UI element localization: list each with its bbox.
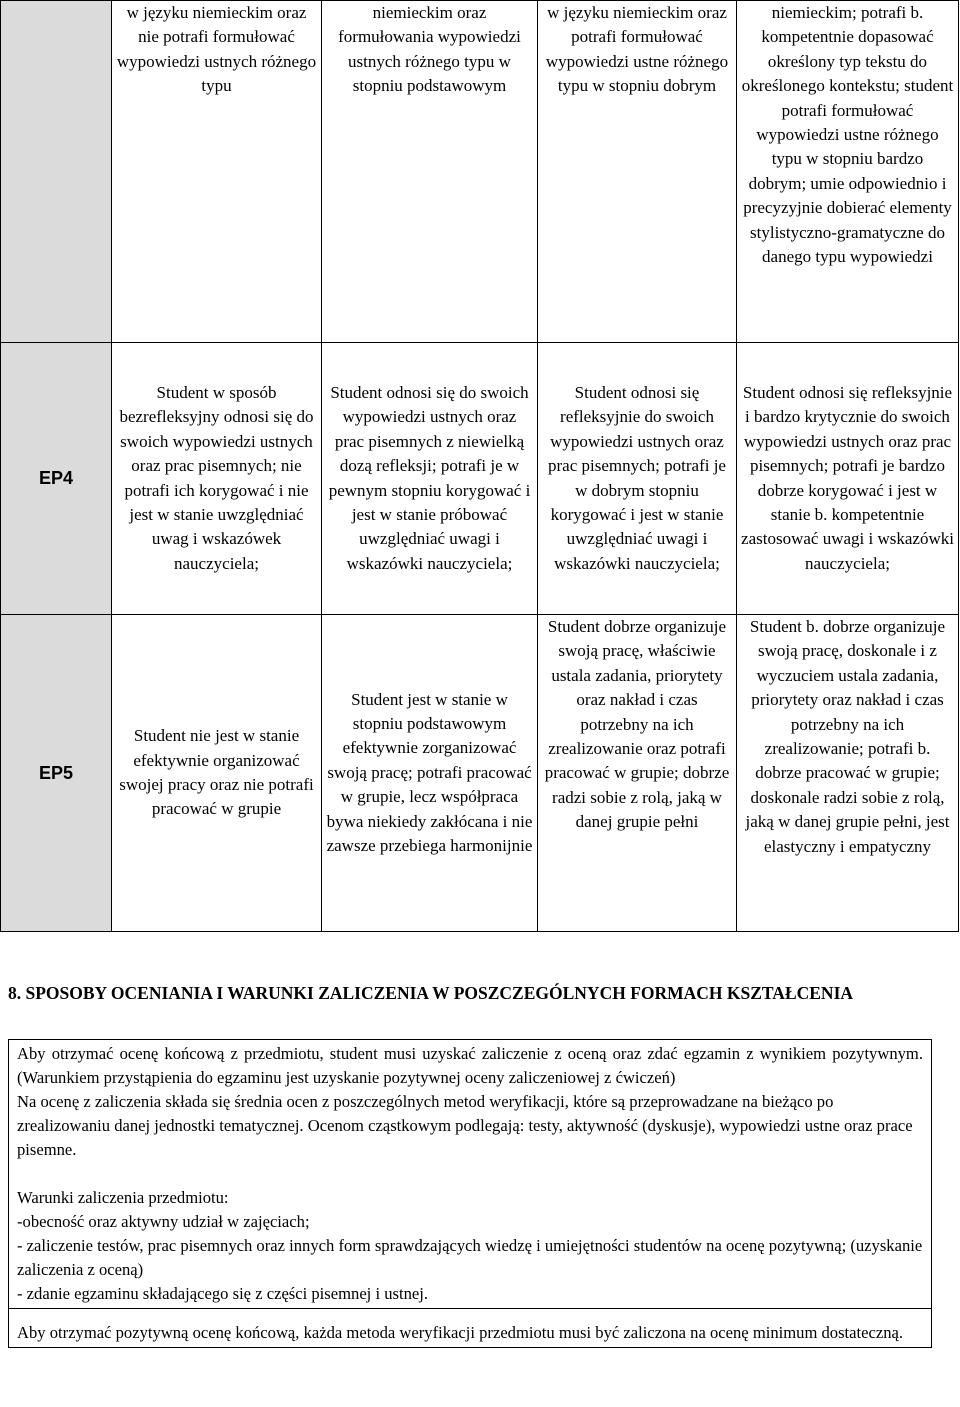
condition-item: - zdanie egzaminu składającego się z części pisemnej i ustnej. bbox=[17, 1284, 428, 1303]
table-row bbox=[1, 343, 959, 615]
condition-item: -obecność oraz aktywny udział w zajęciach; bbox=[17, 1212, 310, 1231]
final-requirement-box bbox=[8, 1309, 932, 1348]
criterion-cell-grade-4: Student dobrze organizuje swoją pracę, właściwie ustala zadania, priorytety oraz nakład i czas potrzebny na ich zrealizowanie oraz potrafi pracować w grupie; dobrze radzi sobie z rolą, jaką w danej grupie pełni bbox=[538, 615, 737, 932]
conditions-title: Warunki zaliczenia przedmiotu: bbox=[17, 1188, 229, 1207]
criterion-cell-grade-2: Student nie jest w stanie efektywnie organizować swojej pracy oraz nie potrafi pracować w grupie bbox=[112, 615, 322, 932]
assessment-section bbox=[8, 1039, 932, 1348]
criterion-cell-grade-5: Student odnosi się refleksyjnie i bardzo krytycznie do swoich wypowiedzi ustnych oraz prac pisemnych; potrafi je bardzo dobrze korygować i jest w stanie b. kompetentnie zastosować uwagi i wskazówki nauczyciela; bbox=[737, 343, 959, 615]
criterion-cell-grade-3: Student jest w stanie w stopniu podstawowym efektywnie zorganizować swoją pracę; potrafi pracować w grupie, lecz współpraca bywa niekiedy zakłócana i nie zawsze przebiega harmonijnie bbox=[322, 615, 538, 932]
spacer bbox=[17, 1162, 923, 1186]
effect-code: EP4 bbox=[1, 343, 112, 615]
condition-item: - zaliczenie testów, prac pisemnych oraz innych form sprawdzających wiedzę i umiejętności studentów na ocenę pozytywną; (uzyskanie zaliczenia z oceną) bbox=[17, 1236, 923, 1279]
criterion-cell-grade-4: Student odnosi się refleksyjnie do swoich wypowiedzi ustnych oraz prac pisemnych; potrafi je w dobrym stopniu korygować i jest w stanie uwzględniać uwagi i wskazówki nauczyciela; bbox=[538, 343, 737, 615]
table-row bbox=[1, 1, 959, 343]
effect-code bbox=[1, 1, 112, 343]
assessment-box bbox=[8, 1039, 932, 1309]
section-heading: 8. SPOSOBY OCENIANIA I WARUNKI ZALICZENIA W POSZCZEGÓLNYCH FORMACH KSZTAŁCENIA bbox=[8, 983, 854, 1003]
criterion-cell-grade-3: niemieckim oraz formułowania wypowiedzi ustnych różnego typu w stopniu podstawowym bbox=[322, 1, 538, 343]
table-row bbox=[1, 615, 959, 932]
criterion-cell-grade-4: w języku niemieckim oraz potrafi formułować wypowiedzi ustne różnego typu w stopniu dobrym bbox=[538, 1, 737, 343]
final-grade-paragraph: Aby otrzymać ocenę końcową z przedmiotu, student musi uzyskać zaliczenie z oceną oraz zdać egzamin z wynikiem pozytywnym. (Warunkiem przystąpienia do egzaminu jest uzyskanie pozytywnej oceny zaliczeniowej z ćwiczeń) bbox=[17, 1044, 923, 1087]
final-requirement-paragraph: Aby otrzymać pozytywną ocenę końcową, każda metoda weryfikacji przedmiotu musi być zaliczona na ocenę minimum dostateczną. bbox=[17, 1323, 904, 1342]
effect-code: EP5 bbox=[1, 615, 112, 932]
criterion-cell-grade-3: Student odnosi się do swoich wypowiedzi ustnych oraz prac pisemnych z niewielką dozą refleksji; potrafi je w pewnym stopniu korygować i jest w stanie próbować uwzględniać uwagi i wskazówki nauczyciela; bbox=[322, 343, 538, 615]
grade-composition-paragraph: Na ocenę z zaliczenia składa się średnia ocen z poszczególnych metod weryfikacji, które są przeprowadzane na bieżąco po zrealizowaniu danej jednostki tematycznej. Ocenom cząstkowym podlegają: testy, aktywność (dyskusje), wypowiedzi ustne oraz prace pisemne. bbox=[17, 1092, 913, 1159]
criterion-cell-grade-2: Student w sposób bezrefleksyjny odnosi się do swoich wypowiedzi ustnych oraz prac pisemnych; nie potrafi ich korygować i nie jest w stanie uwzględniać uwag i wskazówek nauczyciela; bbox=[112, 343, 322, 615]
criterion-cell-grade-5: niemieckim; potrafi b. kompetentnie dopasować określony typ tekstu do określonego kontekstu; student potrafi formułować wypowiedzi ustne różnego typu w stopniu bardzo dobrym; umie odpowiednio i precyzyjnie dobierać elementy stylistyczno-gramatyczne do danego typu wypowiedzi bbox=[737, 1, 959, 343]
criterion-cell-grade-5: Student b. dobrze organizuje swoją pracę, doskonale i z wyczuciem ustala zadania, priorytety oraz nakład i czas potrzebny na ich zrealizowanie; potrafi b. dobrze pracować w grupie; doskonale radzi sobie z rolą, jaką w danej grupie pełni, jest elastyczny i empatyczny bbox=[737, 615, 959, 932]
criterion-cell-grade-2: w języku niemieckim oraz nie potrafi formułować wypowiedzi ustnych różnego typu bbox=[112, 1, 322, 343]
